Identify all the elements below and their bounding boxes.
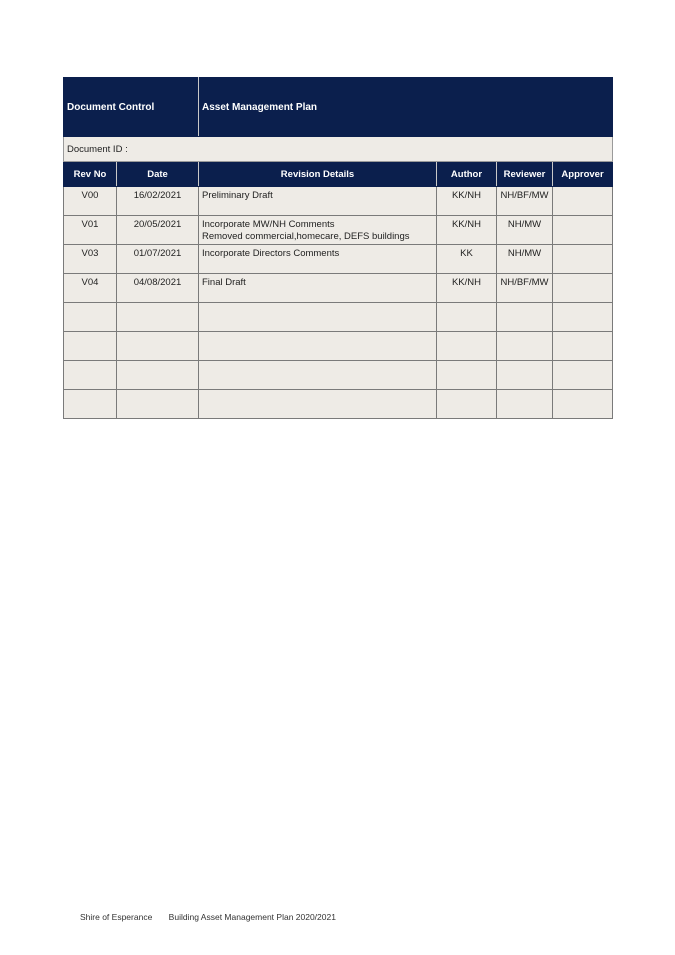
cell-author: KK/NH	[437, 274, 497, 303]
cell-revision-details	[199, 390, 437, 419]
document-control-table	[63, 77, 613, 419]
cell-date	[117, 332, 199, 361]
cell-revision-details	[199, 216, 437, 245]
cell-author: KK/NH	[437, 187, 497, 216]
table-row	[64, 274, 613, 303]
cell-author: KK/NH	[437, 216, 497, 245]
revision-detail-line: Incorporate Directors Comments	[202, 248, 340, 259]
cell-date: 20/05/2021	[117, 216, 199, 245]
cell-approver	[553, 303, 613, 332]
cell-reviewer: NH/BF/MW	[497, 274, 553, 303]
header-rev-no: Rev No	[64, 162, 117, 187]
cell-revision-details	[199, 303, 437, 332]
revision-detail-line: Final Draft	[202, 277, 246, 288]
table-row	[64, 332, 613, 361]
table-row	[64, 245, 613, 274]
document-id-label: Document ID :	[64, 137, 613, 162]
document-id-row	[64, 137, 613, 162]
table-row	[64, 390, 613, 419]
footer-organisation: Shire of Esperance	[80, 912, 153, 922]
column-header-row	[64, 162, 613, 187]
cell-revision-details	[199, 245, 437, 274]
cell-author	[437, 390, 497, 419]
cell-approver	[553, 361, 613, 390]
cell-date: 01/07/2021	[117, 245, 199, 274]
table-row	[64, 216, 613, 245]
cell-revision-details	[199, 332, 437, 361]
asset-management-plan-title: Asset Management Plan	[199, 78, 613, 137]
header-approver: Approver	[553, 162, 613, 187]
cell-approver	[553, 390, 613, 419]
header-revision-details: Revision Details	[199, 162, 437, 187]
cell-date: 16/02/2021	[117, 187, 199, 216]
cell-date: 04/08/2021	[117, 274, 199, 303]
page-footer	[80, 912, 336, 922]
cell-author	[437, 361, 497, 390]
cell-author	[437, 303, 497, 332]
cell-date	[117, 361, 199, 390]
cell-rev-no: V00	[64, 187, 117, 216]
table-row	[64, 303, 613, 332]
cell-reviewer: NH/BF/MW	[497, 187, 553, 216]
header-date: Date	[117, 162, 199, 187]
cell-rev-no	[64, 332, 117, 361]
cell-revision-details	[199, 187, 437, 216]
cell-rev-no: V04	[64, 274, 117, 303]
cell-reviewer	[497, 361, 553, 390]
cell-reviewer	[497, 332, 553, 361]
cell-reviewer: NH/MW	[497, 245, 553, 274]
revision-detail-line: Preliminary Draft	[202, 190, 273, 201]
document-control-title: Document Control	[64, 78, 199, 137]
footer-document-title: Building Asset Management Plan 2020/2021	[168, 912, 336, 922]
cell-date	[117, 390, 199, 419]
title-row	[64, 78, 613, 137]
cell-approver	[553, 332, 613, 361]
revision-detail-line: Removed commercial,homecare, DEFS buildings	[202, 231, 410, 242]
cell-approver	[553, 216, 613, 245]
cell-date	[117, 303, 199, 332]
cell-author: KK	[437, 245, 497, 274]
cell-reviewer: NH/MW	[497, 216, 553, 245]
cell-rev-no	[64, 361, 117, 390]
header-author: Author	[437, 162, 497, 187]
revision-detail-line: Incorporate MW/NH Comments	[202, 219, 335, 230]
cell-revision-details	[199, 274, 437, 303]
cell-rev-no	[64, 390, 117, 419]
header-reviewer: Reviewer	[497, 162, 553, 187]
cell-approver	[553, 187, 613, 216]
table-row	[64, 187, 613, 216]
table-row	[64, 361, 613, 390]
cell-author	[437, 332, 497, 361]
cell-rev-no	[64, 303, 117, 332]
cell-reviewer	[497, 303, 553, 332]
cell-rev-no: V01	[64, 216, 117, 245]
cell-revision-details	[199, 361, 437, 390]
cell-approver	[553, 245, 613, 274]
cell-approver	[553, 274, 613, 303]
cell-reviewer	[497, 390, 553, 419]
cell-rev-no: V03	[64, 245, 117, 274]
